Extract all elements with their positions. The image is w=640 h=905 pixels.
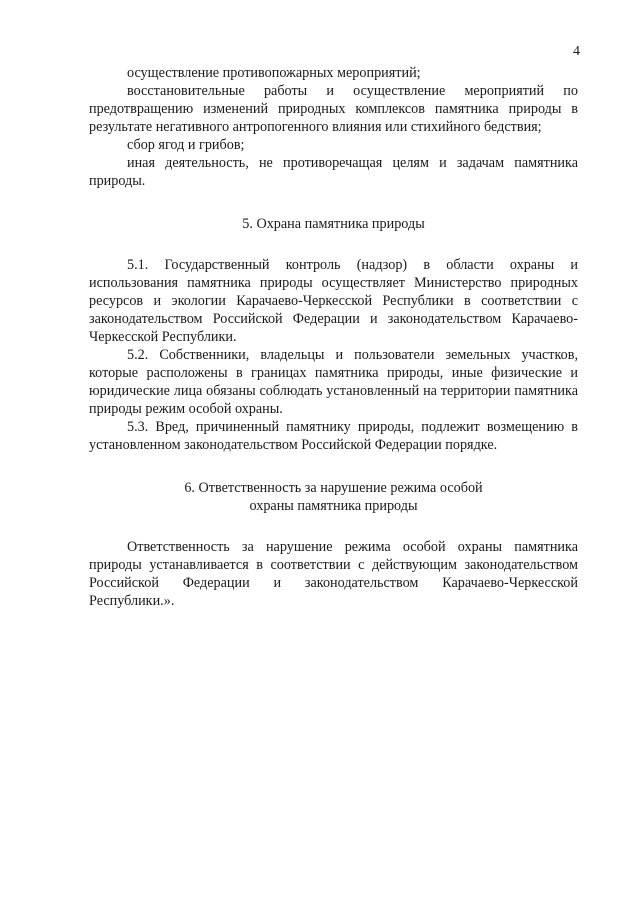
list-item-restoration-works: восстановительные работы и осуществление мероприятий по предотвращению изменений природных комплексов памятника природы в результате негативного антропогенного влияния или стихийного бедствия; <box>89 83 578 135</box>
section-6-paragraph-1: Ответственность за нарушение режима особой охраны памятника природы устанавливается в соответствии с действующим законодательством Российской Федерации и законодательством Карачаево-Черкесской Республики.». <box>89 539 578 609</box>
list-item-berry-mushroom-picking: сбор ягод и грибов; <box>127 137 245 153</box>
list-item-other-activity: иная деятельность, не противоречащая целям и задачам памятника природы. <box>89 155 578 189</box>
list-item-fire-prevention: осуществление противопожарных мероприятий; <box>127 65 421 81</box>
section-5-title: 5. Охрана памятника природы <box>242 216 425 232</box>
section-5-paragraph-2: 5.2. Собственники, владельцы и пользователи земельных участков, которые расположены в границах памятника природы, иные физические и юридические лица обязаны соблюдать установленный на территории памятника природы режим особой охраны. <box>89 347 578 417</box>
section-6-title <box>89 479 578 515</box>
section-5-paragraph-1: 5.1. Государственный контроль (надзор) в области охраны и использования памятника природы осуществляет Министерство природных ресурсов и экологии Карачаево-Черкесской Республики в соответствии с законодательством Российской Федерации и законодательством Карачаево-Черкесской Республики. <box>89 257 578 345</box>
page-number: 4 <box>573 44 580 59</box>
document-body <box>89 64 578 610</box>
section-6-title-line-2: охраны памятника природы <box>249 498 418 514</box>
section-6-title-line-1: 6. Ответственность за нарушение режима особой <box>184 480 483 496</box>
section-5-paragraph-3: 5.3. Вред, причиненный памятнику природы, подлежит возмещению в установленном законодательством Российской Федерации порядке. <box>89 419 578 453</box>
